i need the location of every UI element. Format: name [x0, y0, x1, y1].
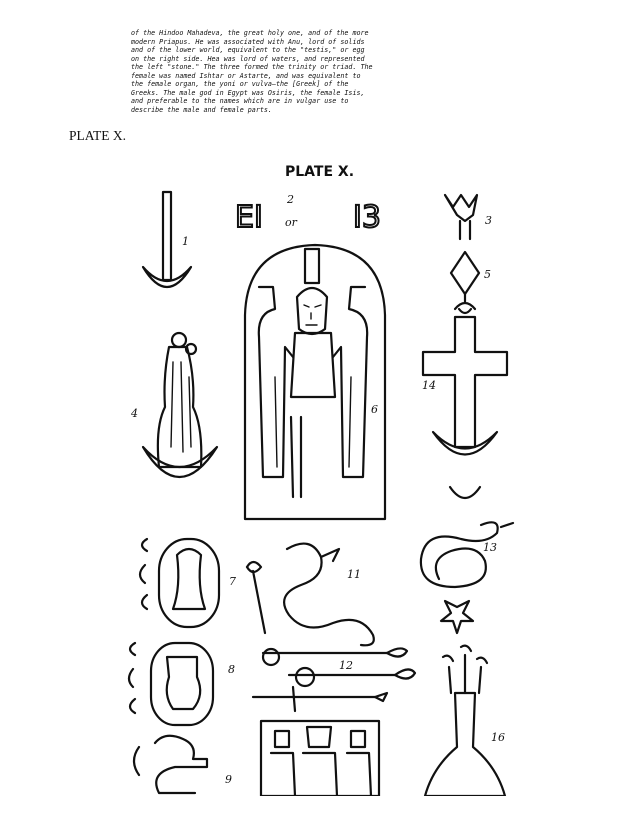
text-line: and preferable to the names which are in vulgar use to: [131, 97, 349, 105]
seated-triad-relief: [261, 721, 379, 796]
plant-vase-figure: [425, 646, 505, 796]
tablet-figures-figure: [245, 245, 385, 519]
text-line: Greeks. The male god in Egypt was Osiris, the female Isis,: [131, 88, 365, 97]
figure-number: 8: [228, 663, 235, 676]
plate-title: PLATE X.: [285, 164, 355, 180]
figure-number: 1: [182, 235, 189, 248]
cross-crescent-figure: [423, 317, 507, 498]
body-text: [131, 29, 381, 114]
inscription-or-label: or: [285, 216, 297, 229]
figure-number: 5: [484, 268, 491, 281]
staffs-figure: [253, 648, 415, 711]
text-line: on the right side. Hea was lord of waters, and represented: [131, 54, 365, 63]
figure-number: 6: [371, 403, 378, 416]
plate-illustration: [125, 147, 545, 796]
figure-number: 2: [287, 193, 294, 206]
goddess-crescent-figure: [143, 333, 217, 477]
figure-number: 3: [485, 214, 492, 227]
figure-number: 9: [225, 773, 232, 786]
text-line: female was named Ishtar or Astarte, and was equivalent to: [131, 71, 361, 80]
plate-heading: PLATE X.: [69, 128, 126, 143]
text-line: modern Priapus. He was associated with Anu, lord of solids: [131, 37, 365, 46]
coiled-serpent-figure: [421, 522, 513, 633]
figure-number: 14: [422, 379, 436, 392]
svg-text:EI: EI: [235, 200, 263, 235]
figure-number: 11: [347, 568, 361, 581]
text-line: and of the lower world, equivalent to the "testis," or egg: [131, 46, 365, 54]
serpent-staff-figure: [247, 544, 374, 646]
inscription-figure: [235, 200, 381, 235]
lozenge-emblem-figure: [451, 252, 479, 313]
text-line: describe the male and female parts.: [131, 105, 272, 114]
figure-number: 12: [339, 659, 353, 672]
figure-number: 16: [491, 731, 505, 744]
text-line: the left "stone." The three formed the trinity or triad. The: [131, 63, 373, 71]
trident-emblem-figure: [445, 195, 477, 239]
oval-face-figure: [129, 643, 213, 725]
text-line: of the Hindoo Mahadeva, the great holy one, and of the more: [131, 29, 369, 37]
figure-number: 13: [483, 541, 497, 554]
ornate-object-figure: [134, 736, 207, 793]
text-line: the female organ, the yoni or vulva—the [Greek] of the: [131, 80, 349, 88]
svg-text:I3: I3: [353, 200, 381, 235]
ovoid-emblem-figure: [140, 539, 219, 627]
figure-number: 7: [229, 575, 236, 588]
figure-number: 4: [131, 407, 138, 420]
